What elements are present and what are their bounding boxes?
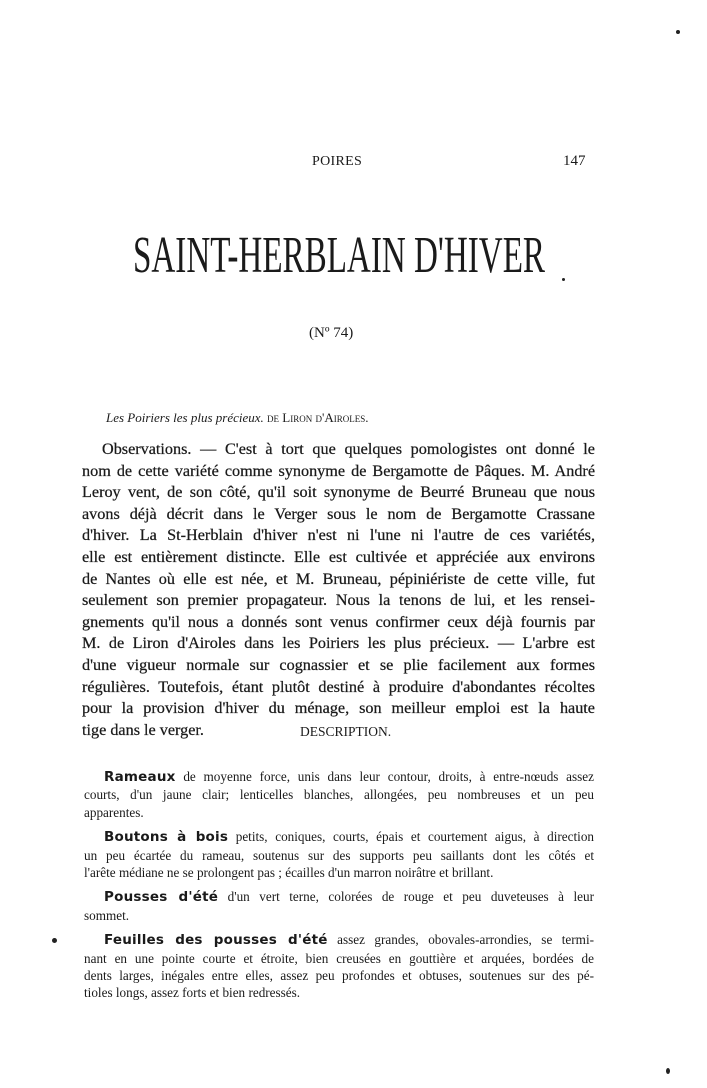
observations-line: seulement son premier propagateur. Nous la tenons de lui, et les rensei- xyxy=(82,591,595,610)
description-line: un peu écartée du rameau, soutenus sur des supports peu saillants dont les côtés et xyxy=(84,847,594,863)
description-line: nant en une pointe courte et étroite, bien creusées en gouttière et arquées, bordées de xyxy=(84,950,594,966)
description-term: Pousses d'été xyxy=(104,889,219,906)
description-line: l'arête médiane ne se prolongent pas ; écailles d'un marron noirâtre et brillant. xyxy=(84,865,494,881)
description-term: Rameaux xyxy=(104,769,176,785)
observations-line: gnements qu'il nous a donnés sont venus confirmer ceux déjà fournis par xyxy=(82,612,595,631)
observations-line: régulières. Toutefois, étant plutôt destiné à produire d'abondantes récoltes xyxy=(82,677,595,696)
observations-line: Observations. — C'est à tort que quelques pomologistes ont donné le xyxy=(102,440,595,458)
observations-line: tige dans le verger. xyxy=(82,720,204,739)
source-author: de Liron d'Airoles. xyxy=(267,410,369,425)
observations-line: d'une vigueur normale sur cognassier et se plie facilement aux formes xyxy=(82,655,595,674)
description-text: petits, coniques, courts, épais et courtement aigus, à direction xyxy=(235,829,595,845)
description-term: Feuilles des pousses d'été xyxy=(104,932,328,949)
description-line: dents larges, inégales entre elles, assez peu profondes et obtuses, soutenues sur des pé- xyxy=(84,968,594,984)
description-paragraph xyxy=(84,888,594,924)
description-paragraph xyxy=(84,828,594,881)
observations-paragraph xyxy=(82,439,595,741)
observations-line: de Nantes où elle est née, et M. Bruneau, pépiniériste de cette ville, fut xyxy=(82,569,595,588)
observations-line: pour la provision d'hiver du ménage, son meilleur emploi est la haute xyxy=(82,699,595,718)
description-term: Boutons à bois xyxy=(104,829,229,846)
variety-number: (Nº 74) xyxy=(309,325,354,341)
description-text: assez grandes, obovales-arrondies, se termi- xyxy=(337,932,594,948)
scan-speck xyxy=(676,30,680,34)
description-paragraph xyxy=(84,768,594,821)
observations-line: d'hiver. La St-Herblain d'hiver n'est ni l'une ni l'autre de ces variétés, xyxy=(82,526,595,545)
scan-speck xyxy=(562,278,565,281)
observations-line: avons déjà décrit dans le Verger sous le nom de Bergamotte Crassane xyxy=(82,504,595,523)
description-text: d'un vert terne, colorées de rouge et peu duveteuses à leur xyxy=(227,889,595,905)
observations-line: M. de Liron d'Airoles dans les Poiriers les plus précieux. — L'arbre est xyxy=(82,634,595,653)
description-line xyxy=(84,888,594,906)
scan-speck xyxy=(52,938,57,943)
description-line xyxy=(84,768,594,786)
description-line: tioles longs, assez forts et bien redressés. xyxy=(84,985,301,1001)
description-line: apparentes. xyxy=(84,804,144,820)
source-title: Les Poiriers les plus précieux. xyxy=(106,410,264,425)
description-section xyxy=(84,768,594,1009)
running-head: POIRES xyxy=(312,154,363,169)
description-text: de moyenne force, unis dans leur contour, droits, à entre-nœuds assez xyxy=(183,769,595,784)
description-heading: DESCRIPTION. xyxy=(300,724,392,739)
page-number: 147 xyxy=(563,153,586,169)
description-line: courts, d'un jaune clair; lenticelles blanches, allongées, peu nombreuses et un peu xyxy=(84,787,594,803)
observations-line: elle est entièrement distincte. Elle est cultivée et appréciée aux environs xyxy=(82,547,595,566)
page-title: SAINT-HERBLAIN D'HIVER xyxy=(133,227,545,284)
description-line: sommet. xyxy=(84,907,130,923)
description-line xyxy=(84,828,594,846)
description-line xyxy=(84,931,594,949)
title-block xyxy=(133,228,545,284)
description-paragraph xyxy=(84,931,594,1002)
observations-line: nom de cette variété comme synonyme de Bergamotte de Pâques. M. André xyxy=(82,461,595,480)
source-reference xyxy=(106,410,368,426)
observations-line: Leroy vent, de son côté, qu'il soit synonyme de Beurré Bruneau que nous xyxy=(82,483,595,502)
scan-speck xyxy=(666,1068,670,1074)
